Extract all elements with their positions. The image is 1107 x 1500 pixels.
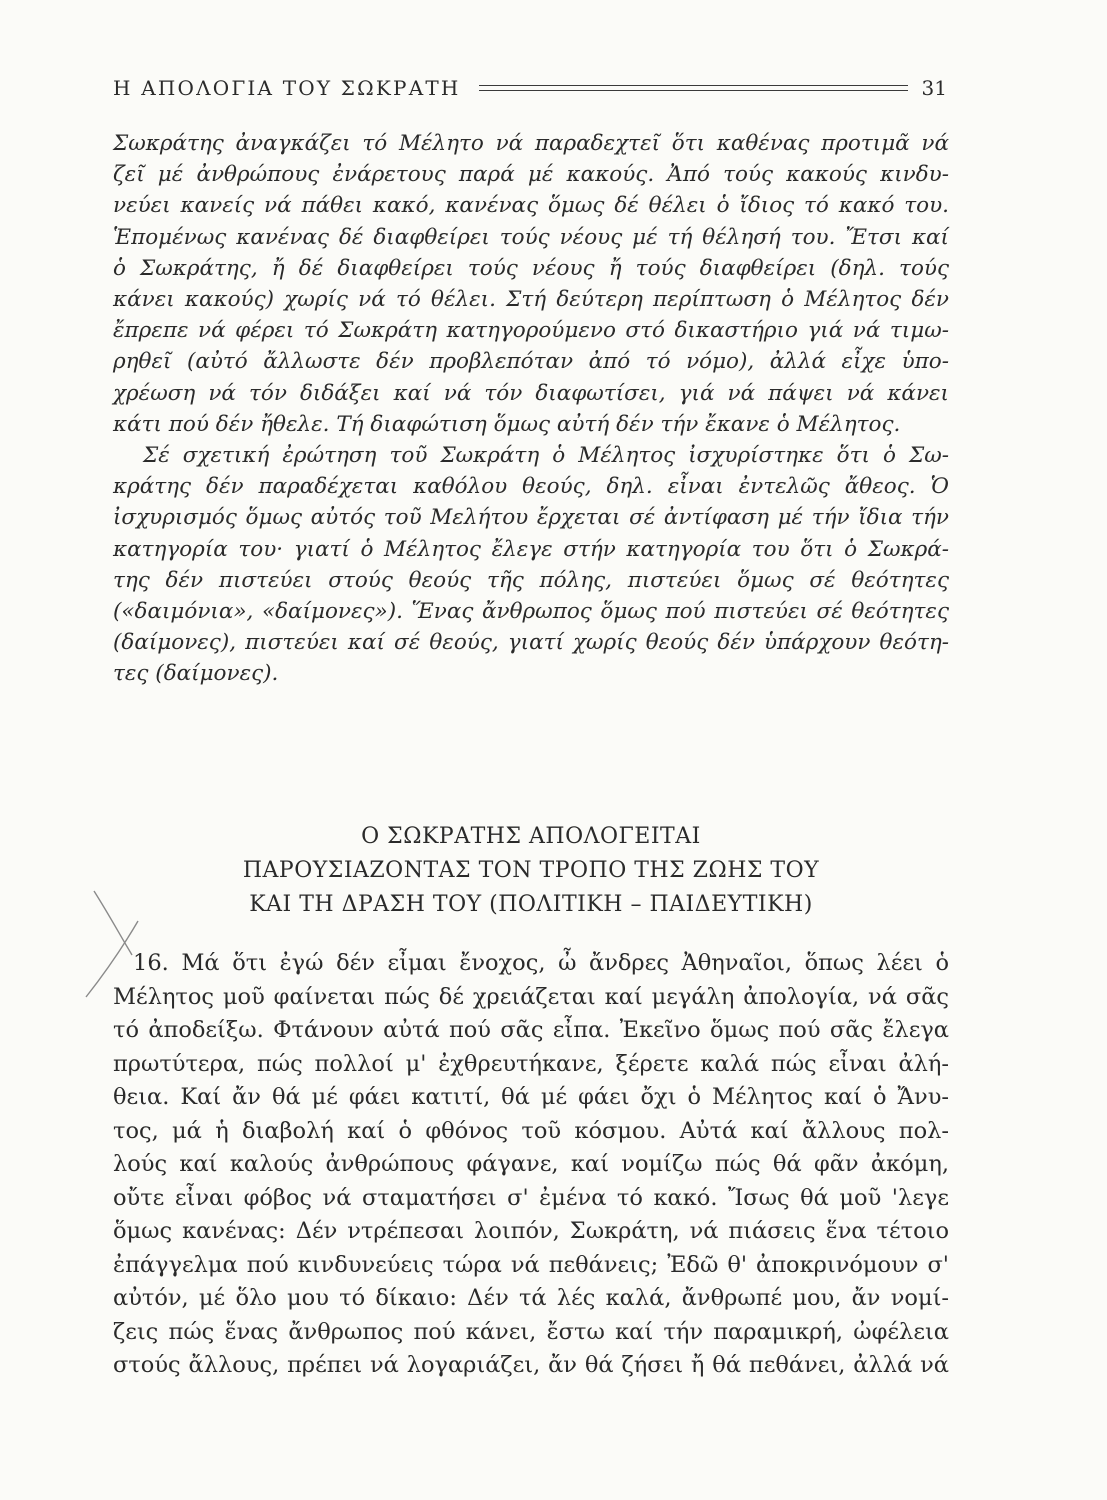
text-line: ζεις πώς ἕνας ἄνθρωπος πού κάνει, ἔστω καί τήν παραμικρή, ὠφέλεια (113, 1318, 949, 1345)
text-line: («δαιμόνια», «δαίμονες»). Ἕνας ἄνθρωπος ὅμως πού πιστεύει σέ θεότητες (113, 599, 949, 625)
text-line: κάτι πού δέν ἤθελε. Τή διαφώτιση ὅμως αὐτή δέν τήν ἔκανε ὁ Μέλητος. (113, 411, 901, 437)
heading-line: ΚΑΙ ΤΗ ΔΡΑΣΗ ΤΟΥ (ΠΟΛΙΤΙΚΗ – ΠΑΙΔΕΥΤΙΚΗ) (249, 892, 813, 917)
text-line: (δαίμονες), πιστεύει καί σέ θεούς, γιατί χωρίς θεούς δέν ὑπάρχουν θεότη- (113, 630, 949, 656)
heading-line: ΠΑΡΟΥΣΙΑΖΟΝΤΑΣ ΤΟΝ ΤΡΟΠΟ ΤΗΣ ΖΩΗΣ ΤΟΥ (242, 858, 820, 883)
section-heading (113, 820, 949, 922)
translation-text (113, 947, 949, 1383)
text-line: ρηθεῖ (αὐτό ἄλλωστε δέν προβλεπόταν ἀπό τό νόμο), ἀλλά εἶχε ὑπο- (113, 349, 949, 375)
text-line: ἔπρεπε νά φέρει τό Σωκράτη κατηγορούμενο στό δικαστήριο γιά νά τιμω- (113, 318, 949, 344)
text-line: Σέ σχετική ἐρώτηση τοῦ Σωκράτη ὁ Μέλητος ἰσχυρίστηκε ὅτι ὁ Σω- (143, 443, 949, 469)
text-line: της δέν πιστεύει στούς θεούς τῆς πόλης, πιστεύει ὅμως σέ θεότητες (113, 567, 949, 593)
running-title: Η ΑΠΟΛΟΓΙΑ ΤΟΥ ΣΩΚΡΑΤΗ (113, 76, 461, 100)
text-line: ὁ Σωκράτης, ἤ δέ διαφθείρει τούς νέους ἤ τούς διαφθείρει (δηλ. τούς (113, 255, 949, 281)
text-line: ἐπάγγελμα πού κινδυνεύεις τώρα νά πεθάνεις; Ἐδῶ θ' ἀποκρινόμουν σ' (113, 1251, 949, 1278)
text-line: λούς καί καλούς ἀνθρώπους φάγανε, καί νομίζω πώς θά φᾶν ἀκόμη, (113, 1151, 949, 1177)
text-line: θεια. Καί ἄν θά μέ φάει κατιτί, θά μέ φάει ὄχι ὁ Μέλητος καί ὁ Ἄνυ- (113, 1084, 949, 1110)
text-line: Μέλητος μοῦ φαίνεται πώς δέ χρειάζεται καί μεγάλη ἀπολογία, νά σᾶς (113, 983, 949, 1010)
text-line: χρέωση νά τόν διδάξει καί νά τόν διαφωτίσει, γιά νά πάψει νά κάνει (113, 380, 949, 406)
text-line: τες (δαίμονες). (113, 661, 279, 687)
text-line: ὅμως κανένας: Δέν ντρέπεσαι λοιπόν, Σωκράτη, νά πιάσεις ἕνα τέτοιο (113, 1218, 949, 1244)
running-header (113, 74, 947, 102)
heading-line: Ο ΣΩΚΡΑΤΗΣ ΑΠΟΛΟΓΕΙΤΑΙ (361, 824, 701, 849)
text-line: αὐτόν, μέ ὅλο μου τό δίκαιο: Δέν τά λές καλά, ἄνθρωπέ μου, ἄν νομί- (113, 1285, 949, 1311)
text-line: κατηγορία του· γιατί ὁ Μέλητος ἔλεγε στήν κατηγορία του ὅτι ὁ Σωκρά- (113, 536, 949, 562)
text-line: Σωκράτης ἀναγκάζει τό Μέλητο νά παραδεχτεῖ ὅτι καθένας προτιμᾶ νά (113, 131, 949, 156)
text-line: 16. Μά ὅτι ἐγώ δέν εἶμαι ἔνοχος, ὦ ἄνδρες Ἀθηναῖοι, ὅπως λέει ὁ (133, 950, 949, 976)
text-line: νεύει κανείς νά πάθει κακό, κανένας ὅμως δέ θέλει ὁ ἴδιος τό κακό του. (113, 193, 949, 219)
text-line: οὔτε εἶναι φόβος νά σταματήσει σ' ἐμένα τό κακό. Ἴσως θά μοῦ 'λεγε (113, 1184, 949, 1211)
text-line: Ἑπομένως κανένας δέ διαφθείρει τούς νέους μέ τή θέλησή του. Ἔτσι καί (113, 224, 949, 250)
commentary-text (113, 128, 949, 690)
text-line: κράτης δέν παραδέχεται καθόλου θεούς, δηλ. εἶναι ἐντελῶς ἄθεος. Ὁ (113, 474, 949, 500)
text-line: πρωτύτερα, πώς πολλοί μ' ἐχθρευτήκανε, ξέρετε καλά πώς εἶναι ἀλή- (113, 1050, 949, 1077)
text-line: τος, μά ἡ διαβολή καί ὁ φθόνος τοῦ κόσμου. Αὐτά καί ἄλλους πολ- (113, 1117, 949, 1144)
header-rule (479, 85, 908, 91)
text-line: στούς ἄλλους, πρέπει νά λογαριάζει, ἄν θά ζήσει ἤ θά πεθάνει, ἀλλά νά (113, 1352, 949, 1378)
page-number: 31 (921, 76, 947, 100)
text-line: ζεῖ μέ ἀνθρώπους ἐνάρετους παρά μέ κακούς. Ἀπό τούς κακούς κινδυ- (113, 162, 949, 188)
text-line: τό ἀποδείξω. Φτάνουν αὐτά πού σᾶς εἶπα. Ἐκεῖνο ὅμως πού σᾶς ἔλεγα (113, 1017, 949, 1043)
text-line: κάνει κακούς) χωρίς νά τό θέλει. Στή δεύτερη περίπτωση ὁ Μέλητος δέν (113, 287, 949, 313)
text-line: ἰσχυρισμός ὅμως αὐτός τοῦ Μελήτου ἔρχεται σέ ἀντίφαση μέ τήν ἴδια τήν (113, 505, 949, 531)
